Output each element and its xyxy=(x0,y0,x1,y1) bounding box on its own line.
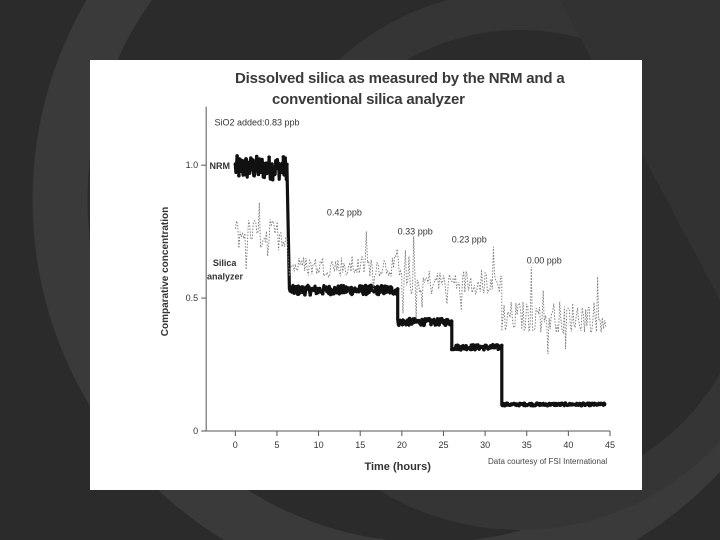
nrm-data-point xyxy=(292,291,296,295)
nrm-data-point xyxy=(360,285,364,289)
annotation-1: 0.42 ppb xyxy=(326,207,362,218)
nrm-data-point xyxy=(383,284,387,288)
nrm-data-point xyxy=(471,343,475,347)
y-tick-label: 0 xyxy=(193,426,199,436)
nrm-data-point xyxy=(251,158,255,162)
nrm-data-point xyxy=(285,163,289,167)
x-tick-label: 45 xyxy=(604,440,616,450)
nrm-data-point xyxy=(376,286,380,290)
nrm-data-point xyxy=(482,348,486,352)
series-line-nrm xyxy=(235,156,606,406)
nrm-data-point xyxy=(262,164,266,168)
nrm-data-point xyxy=(500,344,504,348)
nrm-data-point xyxy=(255,155,259,159)
nrm-data-point xyxy=(427,317,431,321)
x-tick-label: 20 xyxy=(396,440,407,450)
nrm-data-point xyxy=(385,290,389,294)
x-tick-label: 15 xyxy=(355,440,366,450)
nrm-data-point xyxy=(396,287,400,291)
nrm-data-point xyxy=(303,293,307,297)
nrm-data-point xyxy=(495,343,499,347)
nrm-data-point xyxy=(314,287,318,291)
nrm-data-point xyxy=(246,167,250,171)
nrm-data-point xyxy=(253,170,257,174)
nrm-data-point xyxy=(274,167,278,171)
x-tick-label: 30 xyxy=(480,440,491,450)
nrm-data-point xyxy=(382,291,386,295)
legend-silica-analyzer-label-line1: Silica xyxy=(212,258,237,269)
series-layer xyxy=(234,154,607,407)
data-credit: Data courtesy of FSI International xyxy=(488,457,608,466)
nrm-data-point xyxy=(401,323,405,327)
nrm-data-point xyxy=(449,320,453,324)
nrm-data-point xyxy=(378,290,382,294)
nrm-data-point xyxy=(440,317,444,321)
nrm-data-point xyxy=(248,171,252,175)
annotation-3: 0.23 ppb xyxy=(451,234,487,245)
nrm-data-point xyxy=(369,284,373,288)
chart-plot xyxy=(90,60,642,490)
nrm-data-point xyxy=(364,284,368,288)
nrm-data-point xyxy=(404,323,408,327)
x-tick-label: 0 xyxy=(232,440,238,450)
nrm-data-point xyxy=(333,286,337,290)
x-tick-label: 10 xyxy=(313,440,324,450)
nrm-data-point xyxy=(294,285,298,289)
x-tick-label: 35 xyxy=(521,440,532,450)
legend-silica-analyzer-label-line2: analyzer xyxy=(206,271,244,282)
nrm-data-point xyxy=(283,156,287,160)
legend-nrm-label: NRM xyxy=(209,161,230,172)
nrm-data-point xyxy=(307,287,311,291)
nrm-data-point xyxy=(362,289,366,293)
nrm-data-point xyxy=(420,318,424,322)
nrm-data-point xyxy=(397,323,401,327)
nrm-data-point xyxy=(267,155,271,159)
nrm-data-point xyxy=(603,402,607,406)
nrm-data-point xyxy=(234,162,238,166)
nrm-data-point xyxy=(308,293,312,297)
annotation-2: 0.33 ppb xyxy=(397,226,433,237)
y-tick-label: 0.5 xyxy=(185,293,199,304)
nrm-data-point xyxy=(353,286,357,290)
nrm-data-point xyxy=(402,319,406,323)
nrm-data-point xyxy=(242,172,246,176)
y-axis-label: Comparative concentration xyxy=(160,206,172,337)
x-axis-label: Time (hours) xyxy=(364,461,431,473)
nrm-data-point xyxy=(244,157,248,161)
nrm-data-point xyxy=(410,322,414,326)
nrm-data-point xyxy=(342,291,346,295)
annotation-0: SiO2 added:0.83 ppb xyxy=(214,117,300,128)
nrm-data-point xyxy=(422,324,426,328)
nrm-data-point xyxy=(271,178,275,182)
x-tick-label: 40 xyxy=(563,440,574,450)
chart-title-line1: Dissolved silica as measured by the NRM and a xyxy=(235,70,565,87)
nrm-data-point xyxy=(269,172,273,176)
nrm-data-point xyxy=(389,285,393,289)
nrm-data-point xyxy=(291,286,295,290)
nrm-data-point xyxy=(266,169,270,173)
nrm-data-point xyxy=(260,158,264,162)
nrm-data-point xyxy=(321,292,325,296)
nrm-data-point xyxy=(357,287,361,291)
chart-figure xyxy=(90,60,642,490)
nrm-data-point xyxy=(473,348,477,352)
nrm-data-point xyxy=(301,285,305,289)
nrm-data-point xyxy=(436,321,440,325)
nrm-data-point xyxy=(332,292,336,296)
chart-title-line2: conventional silica analyzer xyxy=(272,91,465,108)
nrm-data-point xyxy=(429,323,433,327)
nrm-data-point xyxy=(237,174,241,178)
annotation-4: 0.00 ppb xyxy=(526,255,562,266)
nrm-data-point xyxy=(417,319,421,323)
nrm-data-point xyxy=(457,344,461,348)
nrm-data-point xyxy=(257,173,261,177)
nrm-data-point xyxy=(241,159,245,163)
labels xyxy=(160,117,562,473)
y-tick-label: 1.0 xyxy=(185,160,199,171)
x-tick-label: 25 xyxy=(438,440,449,450)
nrm-data-point xyxy=(459,348,463,352)
nrm-data-point xyxy=(367,290,371,294)
nrm-data-point xyxy=(325,285,329,289)
nrm-data-point xyxy=(408,317,412,321)
nrm-data-point xyxy=(300,290,304,294)
x-tick-label: 5 xyxy=(274,440,280,450)
nrm-data-point xyxy=(235,154,239,158)
nrm-data-point xyxy=(380,284,384,288)
nrm-data-point xyxy=(418,322,422,326)
nrm-data-point xyxy=(280,162,284,166)
